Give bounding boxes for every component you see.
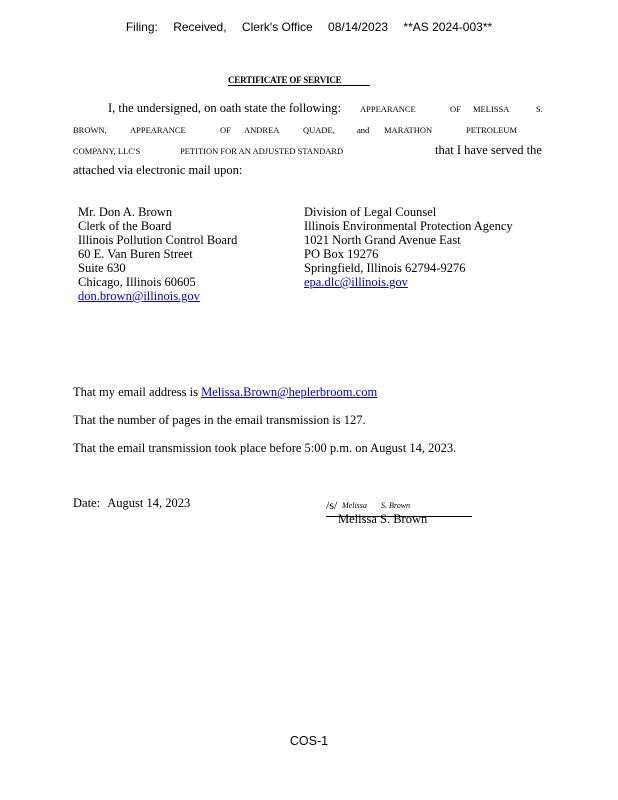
address-line: Mr. Don A. Brown	[78, 205, 173, 219]
address-line: Chicago, Illinois 60605	[78, 275, 196, 289]
date-label: Date:	[73, 496, 101, 510]
intro-end: that I have served the	[435, 143, 542, 157]
address-line: Illinois Pollution Control Board	[78, 233, 238, 247]
doc-word: PETITION FOR AN ADJUSTED STANDARD	[180, 146, 344, 156]
case-number: **AS 2024-003**	[403, 20, 493, 34]
doc-word: APPEARANCE	[360, 104, 416, 114]
date-value: August 14, 2023	[107, 496, 191, 510]
intro-start: I, the undersigned, on oath state the following:	[108, 101, 341, 115]
signature-s-mark: /s/	[326, 498, 338, 512]
address-line: 1021 North Grand Avenue East	[304, 233, 461, 247]
signer-name: Melissa S. Brown	[338, 512, 428, 526]
filing-header	[0, 20, 618, 34]
sender-email-link[interactable]: Melissa.Brown@heplerbroom.com	[201, 385, 378, 399]
address-line: Division of Legal Counsel	[304, 205, 437, 219]
signature-date	[73, 496, 190, 511]
doc-word: and	[357, 125, 370, 135]
pages-statement: That the number of pages in the email transmission is 127.	[73, 413, 366, 427]
email-statement-prefix: That my email address is	[73, 385, 198, 399]
address-line: Springfield, Illinois 62794-9276	[304, 261, 466, 275]
intro-continuation: attached via electronic mail upon:	[73, 163, 243, 177]
doc-word: PETROLEUM	[466, 125, 517, 135]
received-label: Received,	[173, 20, 227, 34]
signature-handwritten-last: S. Brown	[381, 501, 411, 510]
address-line: Clerk of the Board	[78, 219, 172, 233]
certificate-title: CERTIFICATE OF SERVICE	[228, 75, 370, 86]
doc-word: ANDREA	[244, 125, 280, 135]
time-statement: That the email transmission took place before 5:00 p.m. on August 14, 2023.	[73, 441, 457, 455]
recipient-block	[304, 205, 513, 289]
recipient-block	[78, 205, 237, 303]
doc-word: OF	[450, 104, 461, 114]
doc-word: OF	[220, 125, 231, 135]
filing-label: Filing:	[125, 20, 158, 34]
address-line: 60 E. Van Buren Street	[78, 247, 193, 261]
doc-word: APPEARANCE	[130, 125, 186, 135]
address-line: PO Box 19276	[304, 247, 379, 261]
address-line: Suite 630	[78, 261, 126, 275]
clerks-office-label: Clerk's Office	[241, 20, 313, 34]
doc-word: S.	[536, 104, 543, 114]
page-label: COS-1	[289, 734, 329, 748]
recipient-email-link[interactable]: epa.dlc@illinois.gov	[304, 275, 408, 289]
doc-word: BROWN,	[73, 125, 107, 135]
email-statement	[73, 385, 377, 400]
doc-word: MARATHON	[384, 125, 433, 135]
address-line: Illinois Environmental Protection Agency	[304, 219, 513, 233]
doc-word: QUADE,	[303, 125, 335, 135]
filing-date: 08/14/2023	[328, 20, 389, 34]
recipient-email-link[interactable]: don.brown@illinois.gov	[78, 289, 200, 303]
doc-word: MELISSA	[473, 104, 510, 114]
signature-handwritten-first: Melissa	[342, 501, 367, 510]
doc-word: COMPANY, LLC'S	[73, 146, 141, 156]
